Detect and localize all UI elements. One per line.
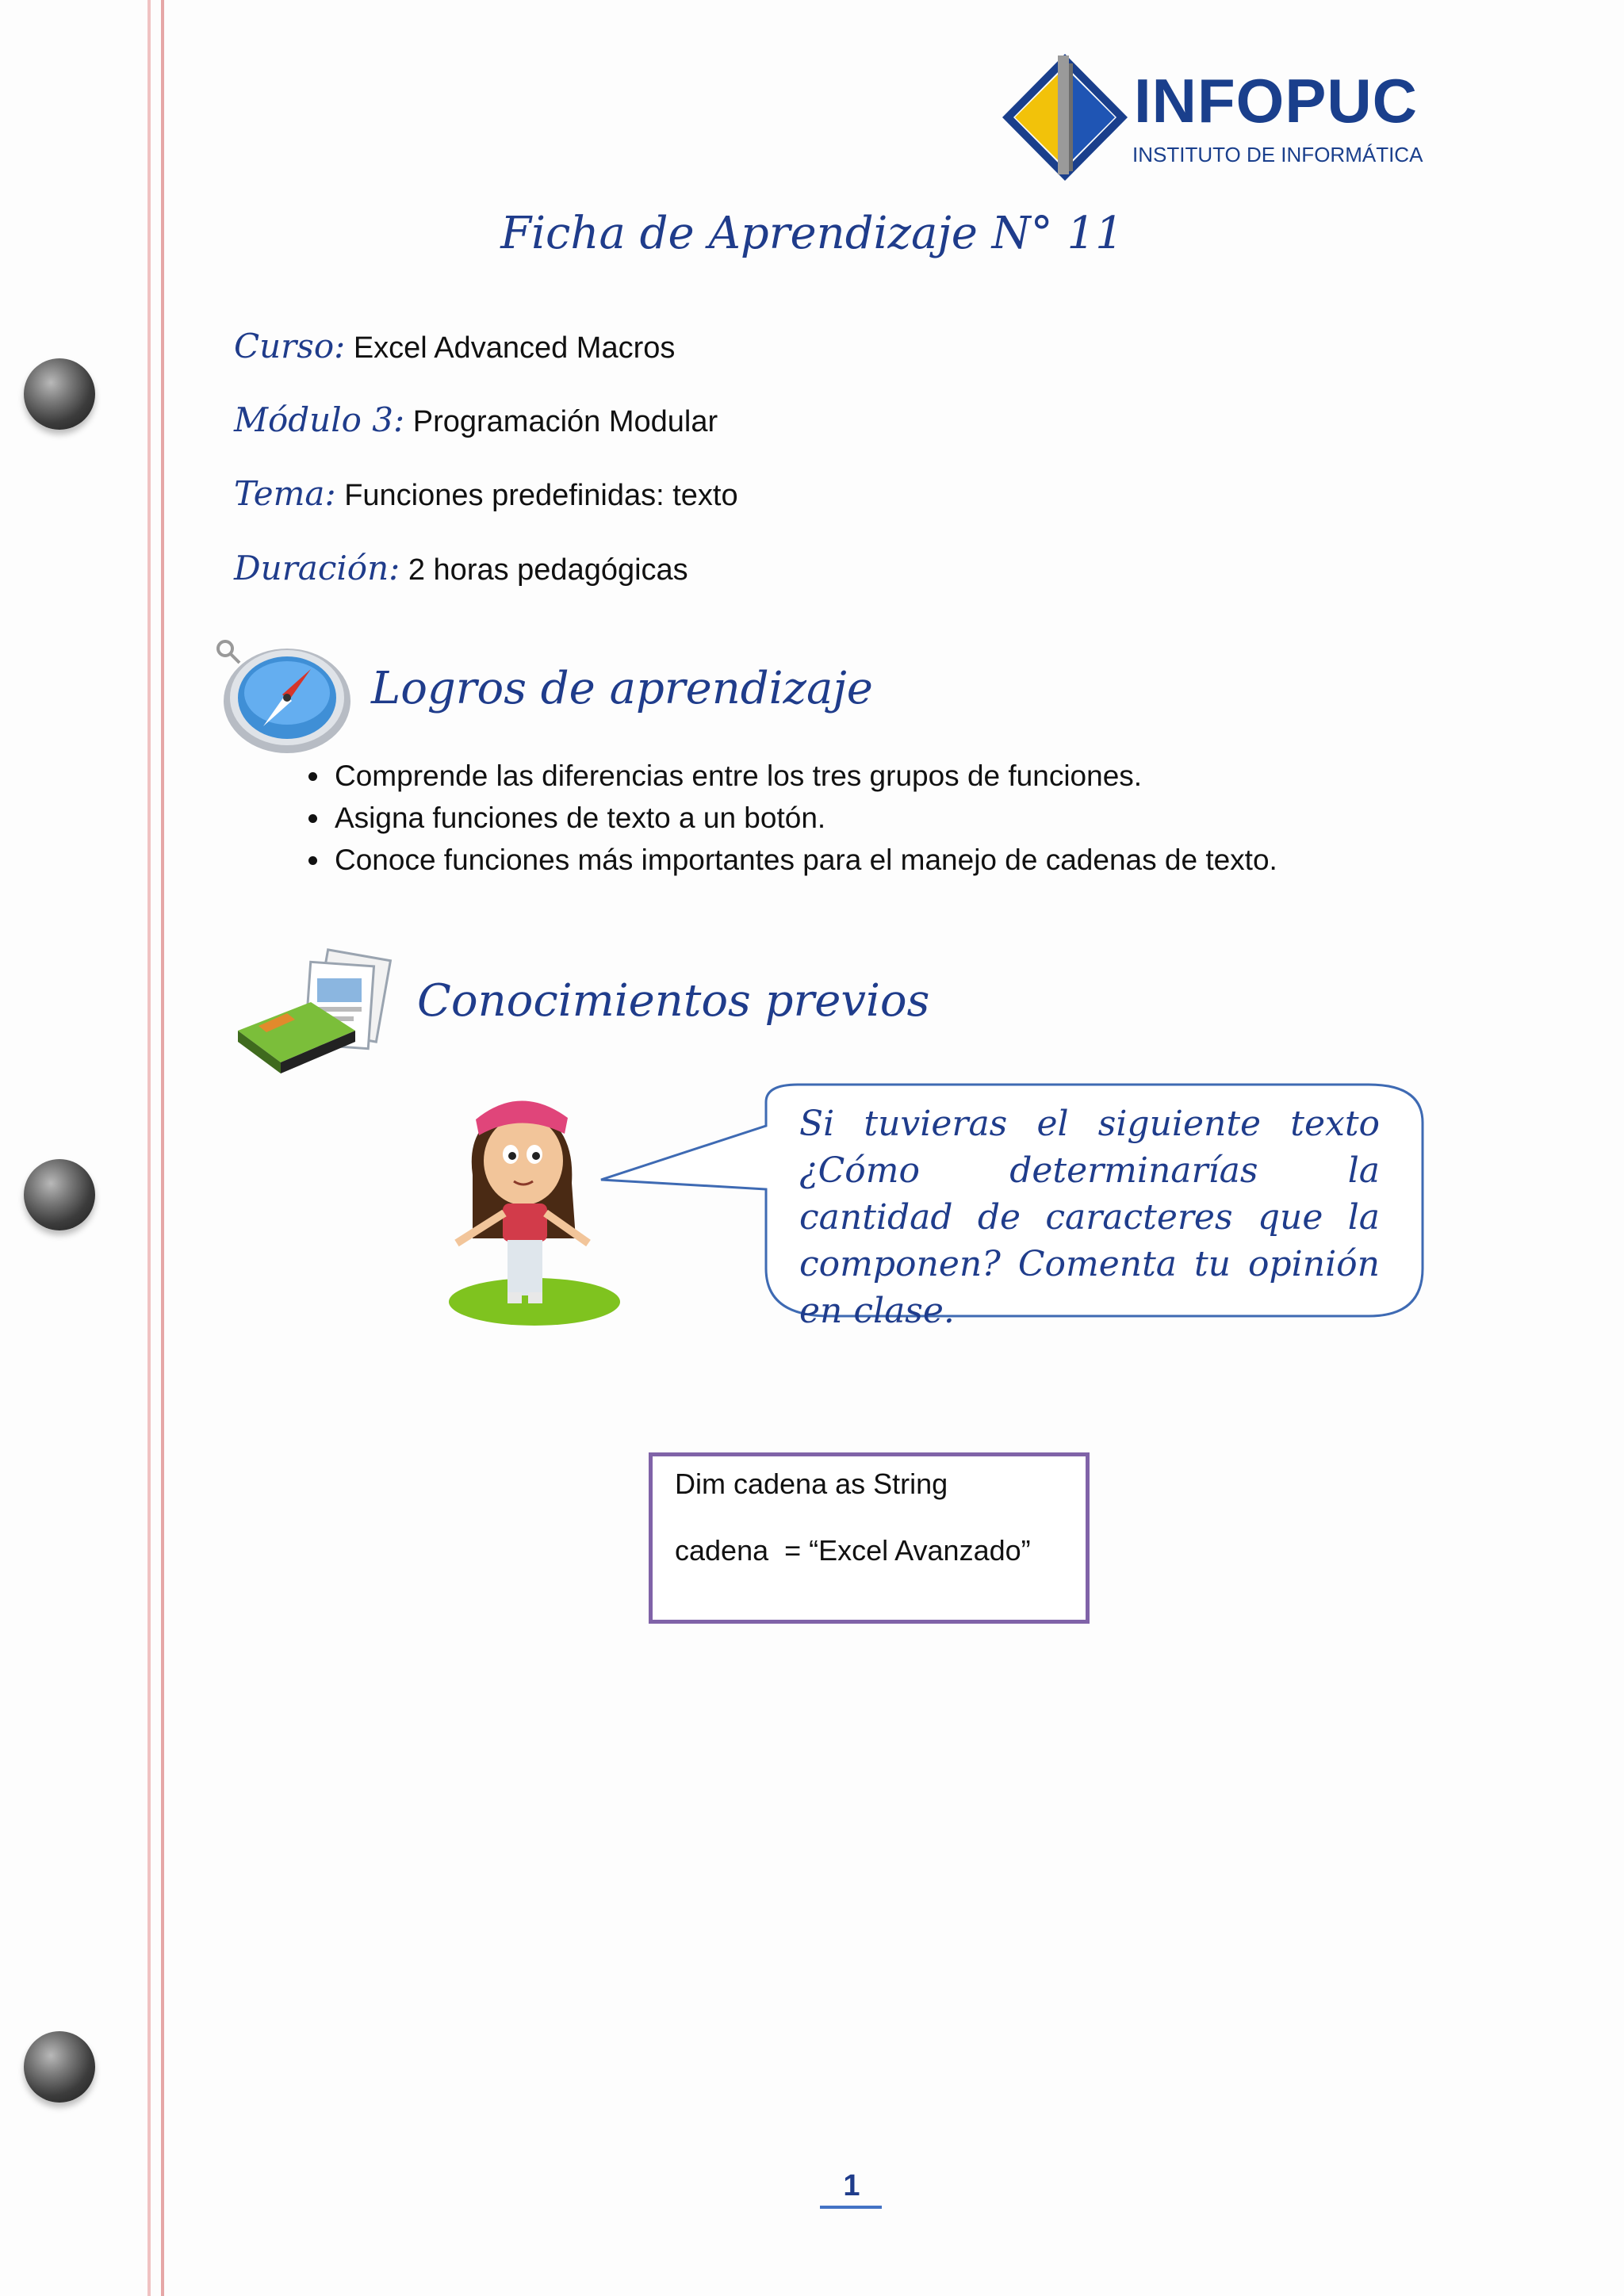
list-item: • Asigna funciones de texto a un botón. [331,797,1277,839]
page-title: Ficha de Aprendizaje N° 11 [500,208,1124,259]
speech-bubble-text: Si tuvieras el siguiente texto ¿Cómo determinarías la cantidad de caracteres que la componen? Comenta tu opinión en clase. [799,1104,1380,1331]
duration-value: 2 horas pedagógicas [408,553,688,587]
topic-value: Funciones predefinidas: texto [344,479,738,512]
binder-hole-bottom [24,2031,95,2103]
module-label: Módulo 3: [234,400,405,439]
topic-label: Tema: [234,474,336,513]
page-number-underline [820,2206,882,2209]
module-row [234,400,718,439]
topic-row [234,474,738,513]
duration-label: Duración: [234,549,400,587]
list-item: • Comprende las diferencias entre los tres grupos de funciones. [331,755,1277,797]
achievements-list [285,755,1277,881]
book-documents-icon [232,943,401,1078]
list-item: • Conoce funciones más importantes para el manejo de cadenas de texto. [331,839,1277,881]
logo-subtitle: INSTITUTO DE INFORMÁTICA [1132,143,1423,166]
code-box [649,1452,1090,1624]
binder-hole-middle [24,1159,95,1230]
infopuc-logo [998,49,1426,186]
logros-title: Logros de aprendizaje [371,663,873,714]
code-line-assignment: cadena = “Excel Avanzado” [675,1534,1031,1567]
module-value: Programación Modular [412,405,718,438]
course-value: Excel Advanced Macros [353,331,676,365]
compass-icon [216,637,355,756]
binder-hole-top [24,358,95,430]
conocimientos-title: Conocimientos previos [417,975,930,1027]
code-line-declaration: Dim cadena as String [675,1468,948,1500]
infopuc-logo-emblem-icon [998,49,1132,186]
course-label: Curso: [234,327,346,365]
course-row [234,327,675,365]
margin-line-left [147,0,151,2296]
logo-name: INFOPUC [1134,66,1418,136]
page-number: 1 [843,2169,860,2202]
duration-row [234,549,688,587]
margin-line-right [161,0,164,2296]
